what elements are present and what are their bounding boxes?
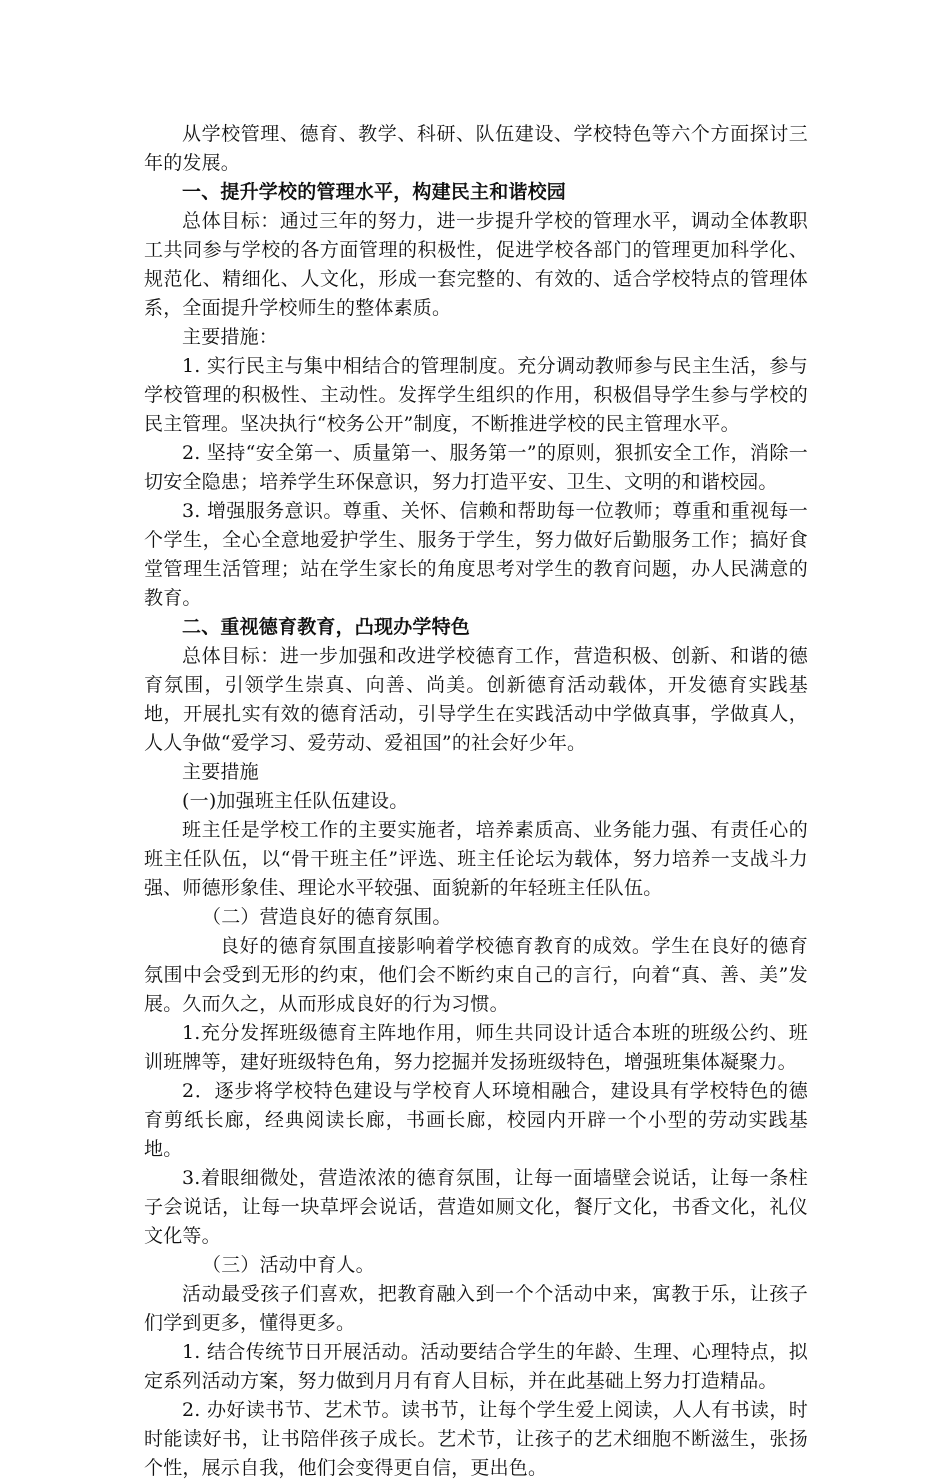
moral-goal-paragraph: 总体目标：进一步加强和改进学校德育工作，营造积极、创新、和谐的德育氛围，引领学生崇真、向善、尚美。创新德育活动载体，开发德育实践基地，开展扎实有效的德育活动，引导学生在实践活动中学做真事，学做真人，人人争做“爱学习、爱劳动、爱祖国”的社会好少年。 (144, 645, 808, 754)
atmosphere-item-2: 2．逐步将学校特色建设与学校育人环境相融合，建设具有学校特色的德育剪纸长廊，经典阅读长廊，书画长廊，校园内开辟一个小型的劳动实践基地。 (144, 1080, 808, 1160)
intro-paragraph: 从学校管理、德育、教学、科研、队伍建设、学校特色等六个方面探讨三年的发展。 (144, 123, 808, 174)
document-page (144, 120, 808, 1483)
subsection-activities: （三）活动中育人。 (202, 1254, 375, 1276)
teacher-team-paragraph: 班主任是学校工作的主要实施者，培养素质高、业务能力强、有责任心的班主任队伍，以“骨干班主任”评选、班主任论坛为载体，努力培养一支战斗力强、师德形象佳、理论水平较强、面貌新的年轻班主任队伍。 (144, 819, 808, 899)
atmosphere-paragraph: 良好的德育氛围直接影响着学校德育教育的成效。学生在良好的德育氛围中会受到无形的约束，他们会不断约束自己的言行，向着“真、善、美”发展。久而久之，从而形成良好的行为习惯。 (144, 935, 808, 1015)
atmosphere-item-1: 1.充分发挥班级德育主阵地作用，师生共同设计适合本班的班级公约、班训班牌等，建好班级特色角，努力挖掘并发扬班级特色，增强班集体凝聚力。 (144, 1022, 808, 1073)
management-goal-paragraph: 总体目标：通过三年的努力，进一步提升学校的管理水平，调动全体教职工共同参与学校的各方面管理的积极性，促进学校各部门的管理更加科学化、规范化、精细化、人文化，形成一套完整的、有效的、适合学校特点的管理体系，全面提升学校师生的整体素质。 (144, 210, 808, 319)
section-heading-management: 一、提升学校的管理水平，构建民主和谐校园 (182, 181, 567, 203)
management-measure-1: 1. 实行民主与集中相结合的管理制度。充分调动教师参与民主生活，参与学校管理的积极性、主动性。发挥学生组织的作用，积极倡导学生参与学校的民主管理。坚决执行“校务公开”制度，不断推进学校的民主管理水平。 (144, 355, 808, 435)
subsection-atmosphere: （二）营造良好的德育氛围。 (202, 906, 452, 928)
management-measure-2: 2. 坚持“安全第一、质量第一、服务第一”的原则，狠抓安全工作，消除一切安全隐患；培养学生环保意识，努力打造平安、卫生、文明的和谐校园。 (144, 442, 808, 493)
activities-paragraph: 活动最受孩子们喜欢，把教育融入到一个个活动中来，寓教于乐，让孩子们学到更多，懂得更多。 (144, 1283, 808, 1334)
atmosphere-item-3: 3.着眼细微处，营造浓浓的德育氛围，让每一面墙壁会说话，让每一条柱子会说话，让每一块草坪会说话，营造如厕文化，餐厅文化，书香文化，礼仪文化等。 (144, 1167, 808, 1247)
management-measure-3: 3. 增强服务意识。尊重、关怀、信赖和帮助每一位教师；尊重和重视每一个学生，全心全意地爱护学生、服务于学生，努力做好后勤服务工作；搞好食堂管理生活管理；站在学生家长的角度思考对学生的教育问题，办人民满意的教育。 (144, 500, 808, 609)
subsection-teacher-team: (一)加强班主任队伍建设。 (182, 790, 409, 812)
moral-measures-label: 主要措施 (182, 761, 259, 783)
activities-item-1: 1. 结合传统节日开展活动。活动要结合学生的年龄、生理、心理特点，拟定系列活动方案，努力做到月月有育人目标，并在此基础上努力打造精品。 (144, 1341, 808, 1392)
section-heading-moral-education: 二、重视德育教育，凸现办学特色 (182, 616, 471, 638)
activities-item-2: 2. 办好读书节、艺术节。读书节，让每个学生爱上阅读，人人有书读，时时能读好书，让书陪伴孩子成长。艺术节，让孩子的艺术细胞不断滋生，张扬个性，展示自我，他们会变得更自信，更出色。 (144, 1399, 808, 1479)
management-measures-label: 主要措施： (182, 326, 279, 348)
